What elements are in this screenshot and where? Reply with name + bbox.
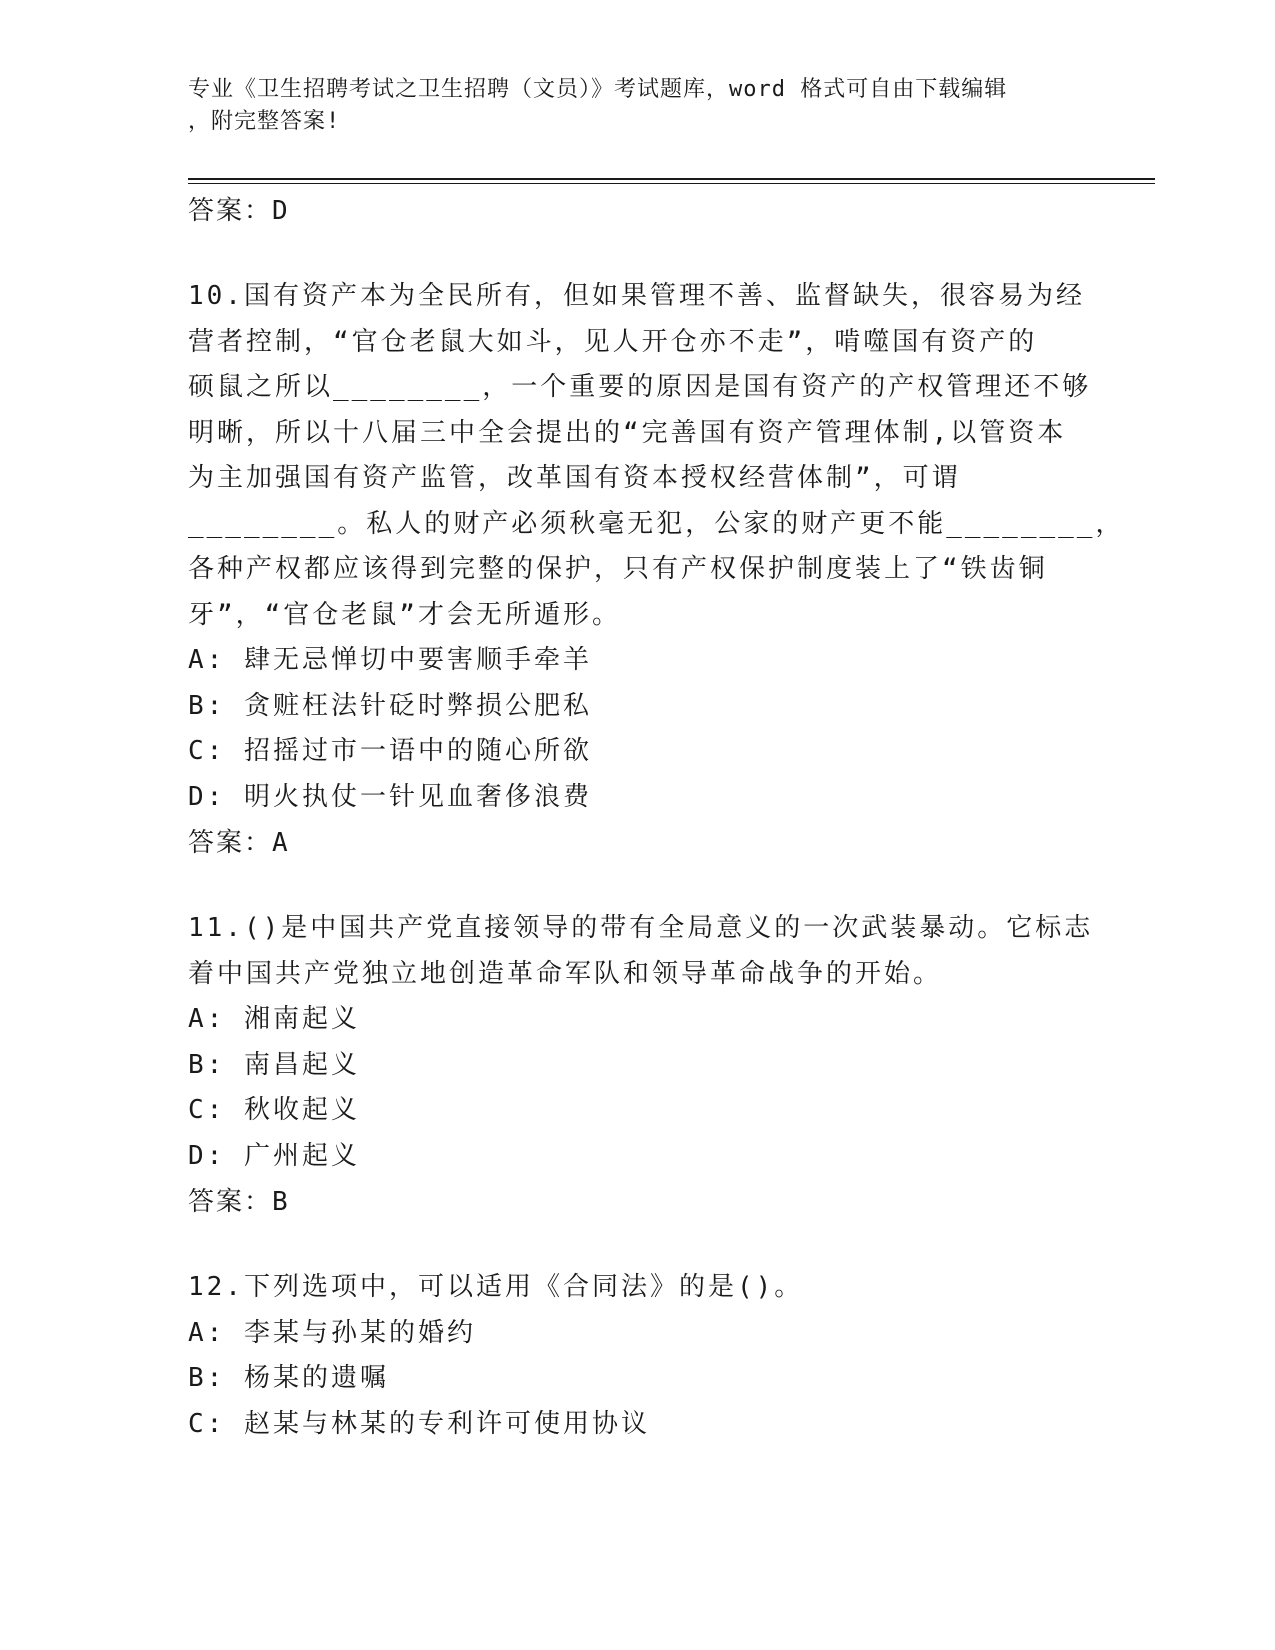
option-a: A: 湘南起义 bbox=[188, 1004, 360, 1034]
question-10 bbox=[188, 274, 1125, 866]
option-b: B: 南昌起义 bbox=[188, 1049, 360, 1080]
question-11 bbox=[188, 906, 1094, 1225]
option-b: B: 杨某的遗嘱 bbox=[188, 1363, 389, 1393]
question-text-line: 各种产权都应该得到完整的保护，只有产权保护制度装上了“铁齿铜 bbox=[188, 554, 1048, 584]
document-body bbox=[188, 188, 1125, 1447]
header-line: 专业《卫生招聘考试之卫生招聘（文员）》考试题库，word 格式可自由下载编辑 bbox=[188, 77, 1008, 102]
answer-label: 答案： bbox=[188, 828, 273, 858]
option-c: C: 赵某与林某的专利许可使用协议 bbox=[188, 1408, 650, 1439]
option-a: A: 肆无忌惮切中要害顺手牵羊 bbox=[188, 645, 592, 675]
spacer bbox=[188, 866, 1088, 906]
question-text-line: 硕鼠之所以________，一个重要的原因是国有资产的产权管理还不够 bbox=[188, 372, 1092, 402]
spacer bbox=[188, 234, 1088, 274]
question-text-line: 10.国有资产本为全民所有，但如果管理不善、监督缺失，很容易为经 bbox=[188, 281, 1085, 311]
option-d: D: 广州起义 bbox=[188, 1140, 360, 1171]
answer-label: 答案： bbox=[188, 1187, 273, 1217]
question-text-line: 牙”，“官仓老鼠”才会无所遁形。 bbox=[188, 599, 621, 630]
question-text-line: 11.()是中国共产党直接领导的带有全局意义的一次武装暴动。它标志 bbox=[188, 913, 1094, 943]
answer-line bbox=[188, 1179, 1088, 1225]
option-a: A: 李某与孙某的婚约 bbox=[188, 1317, 476, 1348]
option-d: D: 明火执仗一针见血奢侈浪费 bbox=[188, 781, 592, 812]
spacer bbox=[188, 1225, 1088, 1265]
question-text-line: ________。私人的财产必须秋毫无犯，公家的财产更不能________， bbox=[188, 508, 1125, 539]
header-line: ，附完整答案! bbox=[188, 109, 341, 134]
answer-label: 答案： bbox=[188, 196, 273, 226]
answer-value: D bbox=[272, 196, 291, 226]
question-text-line: 着中国共产党独立地创造革命军队和领导革命战争的开始。 bbox=[188, 958, 943, 989]
option-c: C: 秋收起义 bbox=[188, 1095, 360, 1125]
page-header bbox=[188, 74, 1088, 138]
header-divider-thick bbox=[188, 178, 1155, 180]
answer-value: B bbox=[272, 1187, 291, 1217]
answer-value: A bbox=[272, 828, 291, 858]
header-divider-thin bbox=[188, 183, 1155, 184]
question-text-line: 明晰，所以十八届三中全会提出的“完善国有资产管理体制,以管资本 bbox=[188, 417, 1067, 448]
option-b: B: 贪赃枉法针砭时弊损公肥私 bbox=[188, 690, 592, 721]
option-c: C: 招摇过市一语中的随心所欲 bbox=[188, 736, 592, 766]
answer-line bbox=[188, 820, 1088, 866]
question-text-line: 12.下列选项中，可以适用《合同法》的是()。 bbox=[188, 1272, 804, 1302]
answer-line bbox=[188, 188, 1088, 234]
question-text-line: 为主加强国有资产监管，改革国有资本授权经营体制”，可谓 bbox=[188, 463, 961, 493]
question-text-line: 营者控制，“官仓老鼠大如斗，见人开仓亦不走”，啃噬国有资产的 bbox=[188, 326, 1038, 357]
question-12 bbox=[188, 1265, 1088, 1447]
